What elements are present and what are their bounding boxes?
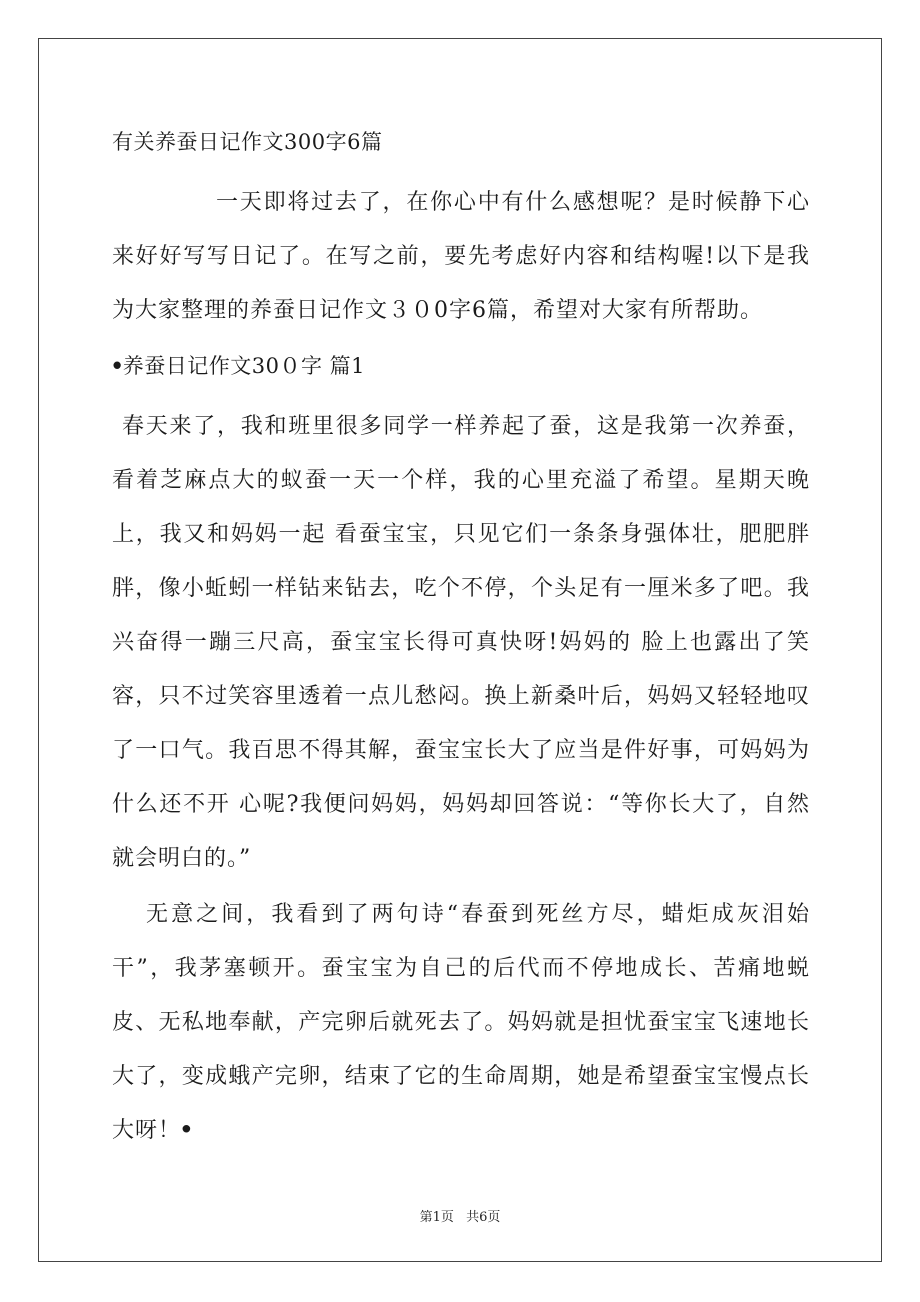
- section-heading: ꔷ养蚕日记作文30０字 篇1: [112, 354, 366, 378]
- body-paragraph-2: 无意之间，我看到了两句诗“春蚕到死丝方尽，蜡炬成灰泪始干”，我茅塞顿开。蚕宝宝为自己的后代而不停地成长、苦痛地蜕皮、无私地奉献，产完卵后就死去了。妈妈就是担忧蚕宝宝飞速地长大了，变成蛾产完卵，结束了它的生命周期，她是希望蚕宝宝慢点长大呀！ꔷ: [112, 902, 810, 1143]
- page-footer: [0, 1206, 920, 1225]
- page-number-total: 共6页: [466, 1210, 501, 1225]
- document-title: 有关养蚕日记作文300字6篇: [112, 130, 383, 154]
- page-number-current: 第1页: [419, 1210, 454, 1225]
- body-paragraph-1: 春天来了，我和班里很多同学一样养起了蚕，这是我第一次养蚕，看着芝麻点大的蚁蚕一天一个样，我的心里充溢了希望。星期天晚上，我又和妈妈一起 看蚕宝宝，只见它们一条条身强体壮，肥肥胖胖，像小蚯蚓一样钻来钻去，吃个不停，个头足有一厘米多了吧。我兴奋得一蹦三尺高，蚕宝宝长得可真快呀!妈妈的 脸上也露出了笑容，只不过笑容里透着一点儿愁闷。换上新桑叶后，妈妈又轻轻地叹了一口气。我百思不得其解，蚕宝宝长大了应当是件好事，可妈妈为什么还不开 心呢?我便问妈妈，妈妈却回答说：“等你长大了，自然就会明白的。”: [112, 414, 810, 871]
- document-body: [112, 118, 810, 1158]
- intro-paragraph: 一天即将过去了，在你心中有什么感想呢？是时候静下心来好好写写日记了。在写之前，要先考虑好内容和结构喔!以下是我为大家整理的养蚕日记作文３０0字6篇，希望对大家有所帮助。: [112, 190, 810, 323]
